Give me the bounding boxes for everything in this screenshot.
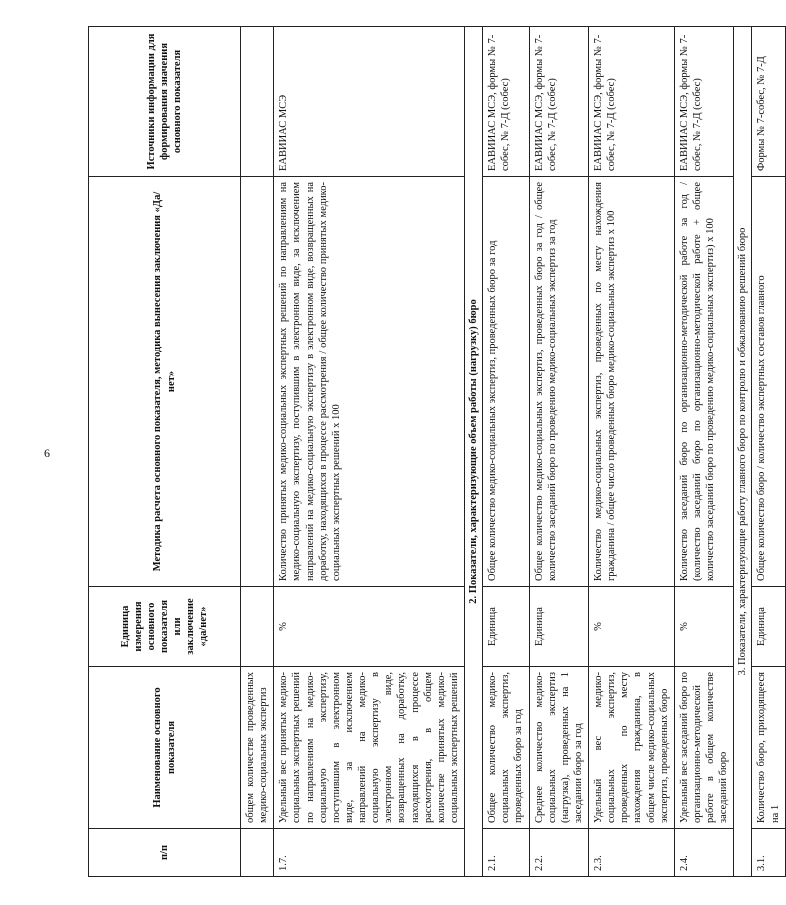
cell-method — [241, 177, 274, 587]
header-source: Источники информации для формирования значения основного показателя — [89, 27, 241, 177]
cell-method: Общее количество медико-социальных экспертиз, проведенных бюро за год / общее количество заседаний бюро по проведению медико-социальных экспертиз за год — [529, 177, 589, 587]
table-header-row — [89, 27, 241, 877]
cell-method: Количество принятых медико-социальных экспертных решений по направлениям на медико-социальную экспертизу, поступившим в электронном виде, за исключением направлений на медико-социальную экспертизу в электронном виде, возвращенных на доработку, находящихся в процессе рассмотрения / общее количество принятых медико-социальных экспертных решений х 100 — [274, 177, 465, 587]
page-number: 6 — [44, 446, 50, 460]
cell-num: 2.2. — [529, 829, 589, 877]
cell-unit: Единица — [752, 587, 785, 667]
cell-num: 2.1. — [483, 829, 529, 877]
cell-method: Общее количество бюро / количество экспертных составов главного — [752, 177, 785, 587]
table-row — [752, 27, 785, 877]
cell-unit: Единица — [483, 587, 529, 667]
cell-unit: % — [274, 587, 465, 667]
table-row — [529, 27, 589, 877]
cell-unit: % — [674, 587, 734, 667]
cell-source: ЕАВИИАС МСЭ, формы № 7-собес, № 7-Д (собес) — [529, 27, 589, 177]
cell-source — [241, 27, 274, 177]
cell-method: Количество заседаний бюро по организационно-методической работе за год / (количество заседаний бюро по организационно-методической работе + общее количество заседаний бюро по проведению медико-социальных экспертиз) х 100 — [674, 177, 734, 587]
cell-unit: % — [589, 587, 675, 667]
table-row — [674, 27, 734, 877]
cell-source: ЕАВИИАС МСЭ — [274, 27, 465, 177]
section-heading-row — [465, 27, 483, 877]
rotated-page-content — [88, 27, 781, 877]
cell-unit: Единица — [529, 587, 589, 667]
cell-name: Удельный вес заседаний бюро по организационно-методической работе в общем количестве заседаний бюро — [674, 667, 734, 829]
cell-num: 3.1. — [752, 829, 785, 877]
cell-name: Удельный вес принятых медико-социальных экспертных решений по направлениям на медико-социальную экспертизу, поступившим в электронном виде, за исключением направлений на медико-социальную экспертизу в электронном виде, возвращенных на доработку, находящихся в процессе рассмотрения, в общем количестве принятых медико-социальных экспертных решений — [274, 667, 465, 829]
header-num: п/п — [89, 829, 241, 877]
cell-name: Среднее количество медико-социальных экспертиз (нагрузка), проведенных на 1 заседании бюро за год — [529, 667, 589, 829]
cell-source: ЕАВИИАС МСЭ, формы № 7-собес, № 7-Д (собес) — [589, 27, 675, 177]
header-name: Наименование основного показателя — [89, 667, 241, 829]
table-row — [241, 27, 274, 877]
cell-num: 2.4. — [674, 829, 734, 877]
cell-name: общем количестве проведенных медико-социальных экспертиз — [241, 667, 274, 829]
cell-source: Формы № 7-собес, № 7-Д — [752, 27, 785, 177]
cell-num — [241, 829, 274, 877]
indicators-table — [88, 26, 786, 877]
table-row — [483, 27, 529, 877]
cell-method: Количество медико-социальных экспертиз, проведенных по месту нахождения гражданина / общее число проведенных бюро медико-социальных экспертиз х 100 — [589, 177, 675, 587]
cell-name: Удельный вес медико-социальных экспертиз, проведенных по месту нахождения гражданина, в общем числе медико-социальных экспертиз, проведенных бюро — [589, 667, 675, 829]
header-method: Методика расчета основного показателя, методика вынесения заключения «Да/нет» — [89, 177, 241, 587]
section-3-heading: 3. Показатели, характеризующие работу главного бюро по контролю и обжалованию решений бюро — [734, 27, 752, 877]
cell-method: Общее количество медико-социальных экспертиз, проведенных бюро за год — [483, 177, 529, 587]
section-2-heading: 2. Показатели, характеризующие объем работы (нагрузку) бюро — [465, 27, 483, 877]
header-unit: Единица измерения основного показателя или заключение «да/нет» — [89, 587, 241, 667]
cell-num: 1.7. — [274, 829, 465, 877]
table-row — [274, 27, 465, 877]
cell-source: ЕАВИИАС МСЭ, формы № 7-собес, № 7-Д (собес) — [483, 27, 529, 177]
section-heading-row — [734, 27, 752, 877]
cell-unit — [241, 587, 274, 667]
cell-num: 2.3. — [589, 829, 675, 877]
cell-name: Количество бюро, приходящееся на 1 — [752, 667, 785, 829]
cell-name: Общее количество медико-социальных экспертиз, проведенных бюро за год — [483, 667, 529, 829]
table-row — [589, 27, 675, 877]
cell-source: ЕАВИИАС МСЭ, формы № 7-собес, № 7-Д (собес) — [674, 27, 734, 177]
